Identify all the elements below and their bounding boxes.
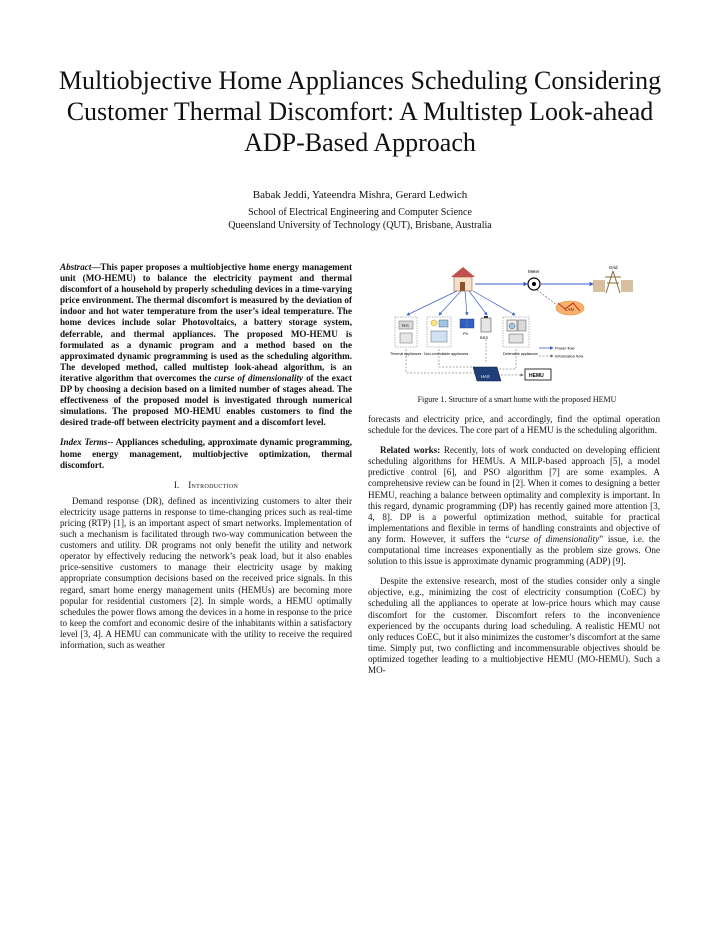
paper-title: Multiobjective Home Appliances Scheduling Considering Customer Thermal Discomfort: A Multistep Look-ahead ADP-Based Approach	[58, 66, 662, 157]
has-controller-icon	[473, 367, 501, 381]
svg-text:LAN: LAN	[565, 307, 574, 312]
svg-text:Power flow: Power flow	[555, 345, 575, 351]
battery-storage-icon	[480, 316, 491, 340]
svg-text:BSS: BSS	[480, 335, 489, 340]
section-heading-introduction: I. Introduction	[173, 479, 239, 490]
left-column	[60, 262, 352, 651]
svg-text:HEMU: HEMU	[529, 373, 544, 379]
index-terms: Index Terms-- Appliances scheduling, approximate dynamic programming, home energy management, multiobjective optimization, thermal discomfort.	[60, 437, 352, 470]
svg-text:Information flow: Information flow	[555, 353, 584, 359]
pv-panel-icon	[460, 319, 474, 336]
abstract-label: Abstract	[60, 262, 92, 272]
hemu-box	[525, 369, 551, 380]
svg-text:PV: PV	[463, 331, 469, 336]
deferrable-appliances-group	[503, 317, 538, 356]
related-works-paragraph: Related works: Recently, lots of work conducted on developing efficient scheduling algorithms for HEMUs. A MILP-based approach [5], a model predictive control [6], and PSO algorithm [7] are some examples. A comprehensive review can be found in [2]. When it comes to designing a better HEMU, reaching a balance between optimality and complexity is important. In this regard, dynamic programming (DP) has recently gained more attention [3, 4, 8]. DP is a powerful optimization method, suitable for practical implementations and flexible in terms of handling constraints and objective of any form. However, it suffers the “curse of dimensionality” issue, i.e. the computational time increases exponentially as the problem size grows. One solution to this issue is approximate dynamic programming (ADP) [9].	[368, 445, 660, 567]
affiliation-university: Queensland University of Technology (QUT), Brisbane, Australia	[228, 220, 492, 231]
affiliation-school: School of Electrical Engineering and Computer Science	[248, 207, 472, 218]
house-icon	[451, 267, 475, 291]
related-works-label: Related works:	[380, 445, 441, 456]
index-terms-label: Index Terms--	[60, 437, 114, 448]
right-column	[368, 414, 660, 676]
svg-text:Non-controllable appliances: Non-controllable appliances	[424, 352, 469, 356]
figure-smart-home-structure	[367, 263, 667, 393]
right-paragraph-continued: forecasts and electricity price, and accordingly, find the optimal operation schedule for the devices. The core part of a HEMU is the scheduling algorithm.	[368, 414, 660, 436]
grid-tower-icon	[593, 265, 633, 293]
svg-text:Deferrable appliances: Deferrable appliances	[503, 352, 538, 356]
meter-icon	[528, 269, 540, 290]
svg-text:TES: TES	[401, 323, 409, 328]
svg-text:Grid: Grid	[609, 265, 618, 270]
figure-caption: Figure 1. Structure of a smart home with the proposed HEMU	[417, 395, 617, 404]
svg-text:Thermal appliances: Thermal appliances	[390, 352, 422, 356]
multiobjective-paragraph: Despite the extensive research, most of the studies consider only a single objective, e.g., minimizing the cost of electricity consumption (CoEC) by scheduling all the appliances to operate at low-price hours which may cause discomfort for the customer. Discomfort refers to the inconvenience experienced by the occupants during load scheduling. A realistic HEMU not only reduces CoEC, but it also minimizes the customer’s discomfort at the same time. Simply put, two conflicting and incommensurable objectives should be optimized together leading to a multiobjective HEMU (MO-HEMU). Such a MO-	[368, 576, 660, 675]
lan-cloud-icon	[556, 301, 584, 315]
svg-text:Meter: Meter	[528, 269, 540, 274]
figure-legend	[539, 346, 583, 359]
author-list: Babak Jeddi, Yateendra Mishra, Gerard Ledwich	[252, 189, 468, 201]
intro-paragraph: Demand response (DR), defined as incentivizing customers to alter their electricity usage patterns in response to time-changing prices such as real-time pricing (RTP) [1], is an important aspect of smart networks. Implementation of such a mechanism is facilitated through two-way communication between the customers and utility. DR programs not only benefit the utility and network operator by effectively reducing the network’s peak load, but it also enables price-sensitive customers to manage their electricity usage by making appropriate consumption decisions based on the received price signals. In this regard, smart home energy management units (HEMUs) are becoming more popular for residential customers [2]. In simple words, a HEMU optimally schedules the power flows among the devices in a home in response to the price to keep the comfort and economic desire of the inhabitants within a satisfactory level [3, 4]. A HEMU can communicate with the utility to receive the required information, such as weather	[60, 495, 352, 650]
abstract: Abstract—This paper proposes a multiobjective home energy management unit (MO-HEMU) to balance the electricity payment and thermal discomfort of a household by properly scheduling devices in a time-varying price environment. The thermal discomfort is measured by the deviation of indoor and hot water temperature from the user’s ideal temperature. The home devices include solar Photovoltaics, a battery storage system, deferrable, and thermal appliances. The proposed MO-HEMU is formulated as a dynamic program and a method based on the approximated dynamic programming is used as the scheduling algorithm. The developed method, called multistep look-ahead algorithm, is an iterative algorithm that overcomes the curse of dimensionality of the exact DP by choosing a decision based on a limited number of stages ahead. The effectiveness of the proposed model is investigated through numerical simulations. The proposed MO-HEMU enables customers to find the desired trade-off between electricity payment and a discomfort level.	[60, 262, 352, 428]
svg-text:HAS: HAS	[481, 374, 490, 379]
